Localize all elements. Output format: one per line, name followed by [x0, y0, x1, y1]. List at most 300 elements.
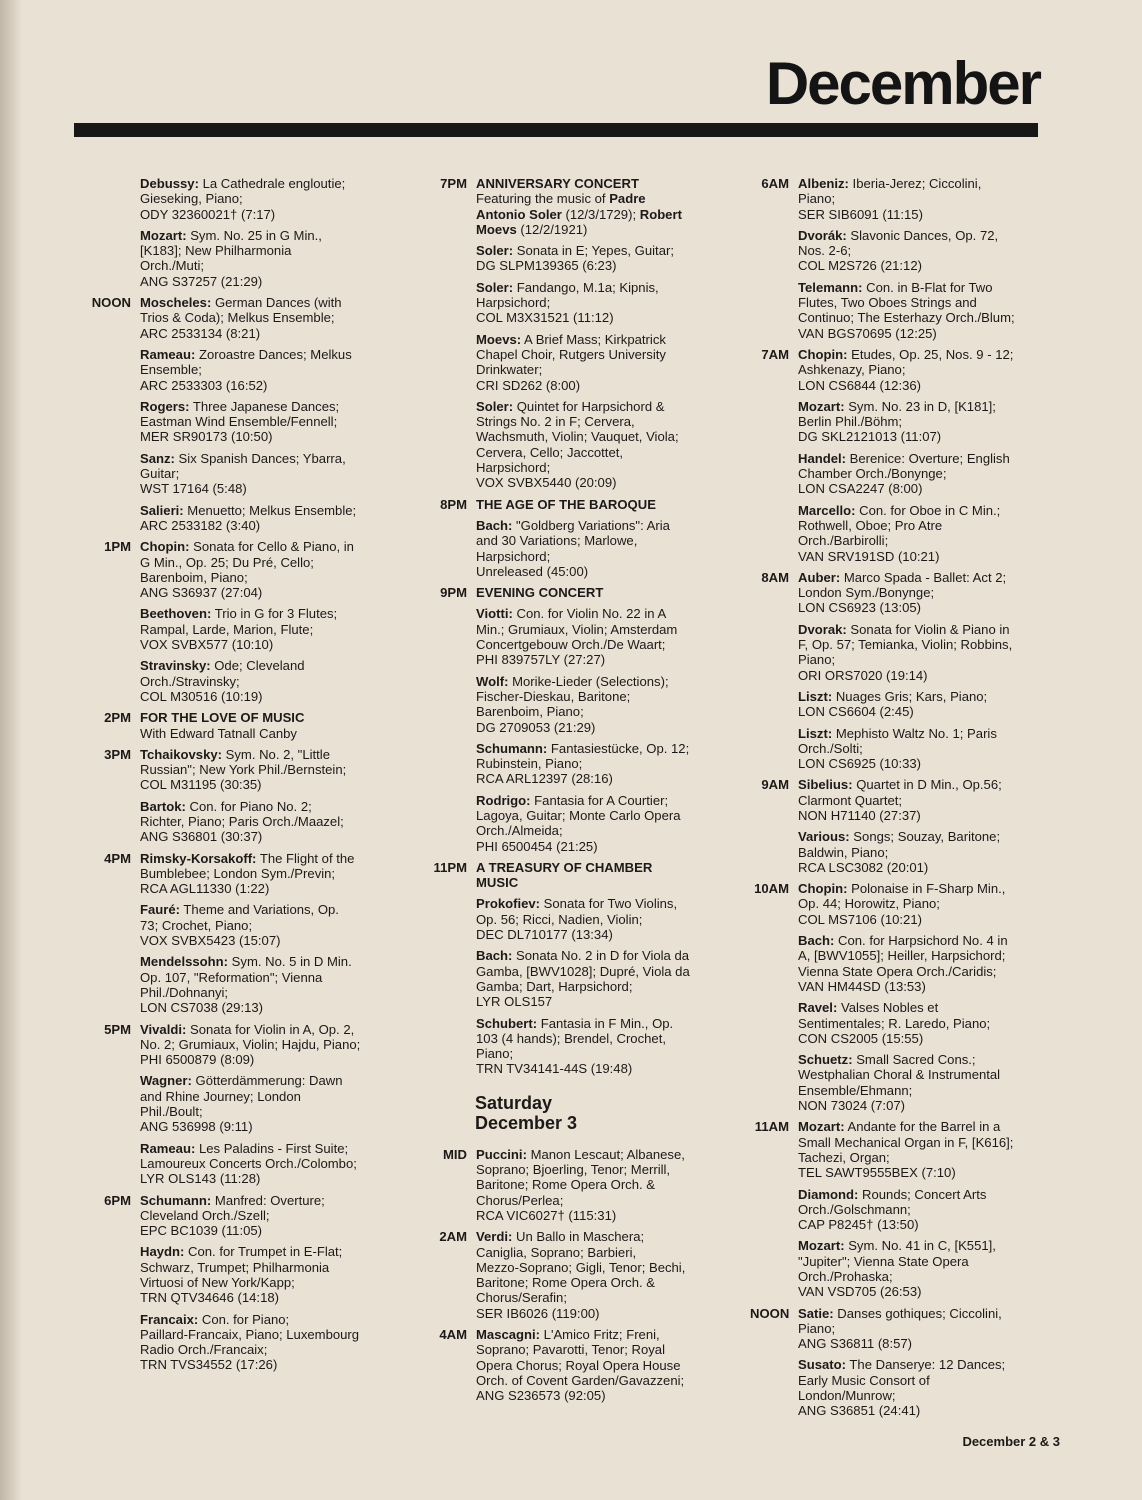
- entry-text: [798, 570, 1062, 616]
- bold-text: Chopin:: [140, 539, 190, 555]
- bold-text: Moevs:: [476, 331, 522, 347]
- entry-line: VAN SRV191SD (10:21): [798, 548, 940, 564]
- program-entry: [140, 399, 400, 445]
- bold-text: Bach:: [476, 517, 513, 533]
- entry-line: Tachezi, Organ;: [798, 1149, 890, 1165]
- program-entry: [140, 954, 400, 1015]
- bold-text: Padre: [609, 191, 646, 207]
- program-entry: [418, 1147, 734, 1223]
- entry-line: EPC BC1039 (11:05): [140, 1223, 263, 1239]
- day-heading-line: Saturday: [475, 1092, 553, 1113]
- entry-line: Mozart: Sym. No. 41 in C, [K551],: [798, 1238, 996, 1254]
- entry-line: ANG S36801 (30:37): [140, 829, 263, 845]
- time-slot: MID: [442, 1146, 467, 1162]
- entry-line: Tchaikovsky: Sym. No. 2, "Little: [140, 746, 330, 762]
- program-entry: [82, 710, 400, 741]
- bold-text: Auber:: [798, 569, 841, 585]
- entry-line: [476, 585, 734, 600]
- entry-line: Moevs (12/2/1921): [476, 221, 588, 237]
- entry-text: [798, 399, 1062, 445]
- program-entry: [750, 777, 1062, 823]
- entry-line: ANG 536998 (9:11): [140, 1119, 253, 1135]
- entry-line: Flutes, Two Oboes Strings and: [798, 295, 977, 311]
- bold-text: Salieri:: [140, 502, 184, 518]
- entry-text: [476, 518, 734, 579]
- entry-line: Schuetz: Small Sacred Cons.;: [798, 1052, 976, 1068]
- entry-line: DEC DL710177 (13:34): [476, 927, 613, 943]
- bold-text: Verdi:: [476, 1229, 513, 1245]
- entry-text: [140, 658, 400, 704]
- entry-text: [140, 902, 400, 948]
- bold-text: Robert: [639, 206, 682, 222]
- program-entry: [418, 176, 734, 237]
- program-entry: [418, 860, 734, 891]
- bold-text: Dvorák:: [798, 227, 847, 243]
- entry-line: Ashkenazy, Piano;: [798, 362, 906, 378]
- entry-line: Sentimentales; R. Laredo, Piano;: [798, 1015, 991, 1031]
- entry-text: [798, 451, 1062, 497]
- entry-line: Baldwin, Piano;: [798, 844, 889, 860]
- entry-line: Rogers: Three Japanese Dances;: [140, 398, 340, 414]
- bold-text: THE AGE OF THE BAROQUE: [476, 496, 656, 512]
- entry-line: VAN HM44SD (13:53): [798, 978, 926, 994]
- entry-line: VAN BGS70695 (12:25): [798, 325, 937, 341]
- entry-line: [476, 497, 734, 512]
- entry-text: [476, 332, 734, 393]
- program-entry: [476, 793, 734, 854]
- entry-line: Chopin: Polonaise in F-Sharp Min.,: [798, 881, 1006, 897]
- entry-line: [K183]; New Philharmonia: [140, 243, 292, 259]
- entry-line: Chapel Choir, Rutgers University: [476, 346, 666, 362]
- time-slot: 6PM: [104, 1192, 131, 1208]
- bold-text: Ravel:: [798, 1000, 838, 1016]
- bold-text: Mozart:: [798, 1119, 845, 1135]
- entry-text: [140, 799, 400, 845]
- bold-text: Telemann:: [798, 279, 863, 295]
- bold-text: Prokofiev:: [476, 896, 541, 912]
- time-slot: 11PM: [433, 859, 467, 875]
- entry-line: Mozart: Andante for the Barrel in a: [798, 1119, 1001, 1135]
- program-entry: [476, 280, 734, 326]
- entry-text: [476, 896, 734, 942]
- entry-line: Wagner: Götterdämmerung: Dawn: [140, 1073, 343, 1089]
- time-slot: 7AM: [761, 346, 789, 362]
- bold-text: Mascagni:: [476, 1327, 541, 1342]
- entry-line: Piano;: [798, 652, 836, 668]
- bold-text: Moscheles:: [140, 295, 212, 311]
- entry-line: Chorus/Perlea;: [476, 1192, 564, 1208]
- entry-line: CRI SD262 (8:00): [476, 377, 581, 393]
- entry-line: [140, 710, 400, 725]
- bold-text: Debussy:: [140, 176, 199, 191]
- entry-line: Chopin: Sonata for Cello & Piano, in: [140, 539, 354, 555]
- program-entry: [798, 228, 1062, 274]
- entry-line: Ravel: Valses Nobles et: [798, 1000, 939, 1016]
- bold-text: Sibelius:: [798, 777, 853, 793]
- entry-line: A, [BWV1055]; Heiller, Harpsichord;: [798, 948, 1006, 964]
- entry-line: Harpsichord;: [476, 295, 551, 311]
- entry-line: Bach: "Goldberg Variations": Aria: [476, 517, 670, 533]
- entry-line: DG 2709053 (21:29): [476, 719, 596, 735]
- bold-text: Liszt:: [798, 725, 833, 741]
- entry-line: Lagoya, Guitar; Monte Carlo Opera: [476, 807, 681, 823]
- entry-line: COL M30516 (10:19): [140, 688, 263, 704]
- bold-text: Stravinsky:: [140, 658, 211, 674]
- entry-text: [798, 1187, 1062, 1233]
- entry-text: [476, 1016, 734, 1077]
- entry-line: Haydn: Con. for Trumpet in E-Flat;: [140, 1244, 343, 1260]
- entry-line: Satie: Danses gothiques; Ciccolini,: [798, 1305, 1002, 1321]
- entry-line: Sibelius: Quartet in D Min., Op.56;: [798, 777, 1002, 793]
- entry-line: RCA VIC6027† (115:31): [476, 1207, 617, 1223]
- entry-line: VOX SVBX577 (10:10): [140, 637, 274, 653]
- entry-line: Russian"; New York Phil./Bernstein;: [140, 762, 347, 778]
- entry-line: Bach: Con. for Harpsichord No. 4 in: [798, 933, 1008, 949]
- entry-line: Strings No. 2 in F; Cervera,: [476, 414, 635, 430]
- time-slot: 2AM: [439, 1229, 467, 1245]
- entry-line: London Sym./Bonynge;: [798, 585, 935, 601]
- bold-text: Mozart:: [140, 227, 187, 243]
- program-entry: [140, 606, 400, 652]
- program-entry: [418, 497, 734, 512]
- entry-line: Piano;: [476, 1046, 514, 1062]
- bold-text: Mozart:: [798, 398, 845, 414]
- entry-line: Mendelssohn: Sym. No. 5 in D Min.: [140, 954, 352, 970]
- bold-text: Moevs: [476, 221, 517, 237]
- entry-line: 103 (4 hands); Brendel, Crochet,: [476, 1030, 666, 1046]
- bold-text: Schuetz:: [798, 1052, 853, 1068]
- entry-line: COL M31195 (30:35): [140, 777, 262, 793]
- bold-text: Soler:: [476, 398, 514, 414]
- entry-line: SER SIB6091 (11:15): [798, 206, 923, 222]
- program-entry: [798, 1187, 1062, 1233]
- bold-text: Viotti:: [476, 606, 513, 622]
- entry-line: TRN TV34141-44S (19:48): [476, 1061, 633, 1077]
- entry-text: [798, 503, 1062, 564]
- entry-text: [140, 451, 400, 497]
- program-entry: [750, 1306, 1062, 1352]
- entry-line: Liszt: Mephisto Waltz No. 1; Paris: [798, 725, 997, 741]
- entry-line: With Edward Tatnall Canby: [140, 725, 297, 741]
- bold-text: Haydn:: [140, 1244, 185, 1260]
- entry-line: Lamoureux Concerts Orch./Colombo;: [140, 1155, 357, 1171]
- entry-line: Schumann: Fantasiestücke, Op. 12;: [476, 740, 690, 756]
- entry-line: WST 17164 (5:48): [140, 481, 247, 497]
- program-entry: [418, 1327, 734, 1403]
- entry-text: [140, 1244, 400, 1305]
- bold-text: Mendelssohn:: [140, 954, 229, 970]
- entry-text: [140, 954, 400, 1015]
- program-entry: [798, 1238, 1062, 1299]
- entry-line: Barenboim, Piano;: [476, 704, 584, 720]
- bold-text: Wagner:: [140, 1073, 192, 1089]
- entry-line: Piano;: [798, 191, 836, 207]
- entry-line: LON CS6925 (10:33): [798, 756, 922, 772]
- entry-line: LYR OLS157: [476, 994, 553, 1010]
- entry-line: VAN VSD705 (26:53): [798, 1284, 922, 1300]
- entry-line: LON CSA2247 (8:00): [798, 481, 923, 497]
- entry-line: COL M2S726 (21:12): [798, 258, 922, 274]
- bold-text: Puccini:: [476, 1146, 527, 1162]
- entry-line: Guitar;: [140, 466, 180, 482]
- entry-text: [476, 176, 734, 237]
- bold-text: Soler:: [476, 243, 514, 259]
- bold-text: Rameau:: [140, 346, 196, 362]
- bold-text: Sanz:: [140, 450, 175, 466]
- entry-line: Fauré: Theme and Variations, Op.: [140, 902, 339, 918]
- entry-line: Continuo; The Esterhazy Orch./Blum;: [798, 310, 1015, 326]
- entry-line: Richter, Piano; Paris Orch./Maazel;: [140, 813, 344, 829]
- entry-line: Virtuosi of New York/Kapp;: [140, 1275, 295, 1290]
- entry-line: Small Mechanical Organ in F, [K616];: [798, 1134, 1014, 1150]
- bold-text: ANNIVERSARY CONCERT: [476, 176, 639, 191]
- entry-line: Mozart: Sym. No. 25 in G Min.,: [140, 227, 322, 243]
- entry-line: Unreleased (45:00): [476, 563, 589, 579]
- bold-text: Rameau:: [140, 1140, 196, 1156]
- entry-line: Berlin Phil./Böhm;: [798, 414, 903, 430]
- entry-line: CON CS2005 (15:55): [798, 1030, 924, 1046]
- entry-line: Mezzo-Soprano; Gigli, Tenor; Bechi,: [476, 1259, 686, 1275]
- entry-text: [798, 829, 1062, 875]
- entry-line: "Jupiter"; Vienna State Opera: [798, 1253, 969, 1269]
- entry-text: [798, 1306, 1062, 1352]
- entry-line: Verdi: Un Ballo in Maschera;: [476, 1229, 645, 1245]
- bold-text: Rimsky-Korsakoff:: [140, 850, 257, 866]
- entry-text: [476, 585, 734, 600]
- program-entry: [798, 280, 1062, 341]
- entry-line: DG SKL2121013 (11:07): [798, 429, 942, 445]
- entry-line: VOX SVBX5440 (20:09): [476, 475, 617, 491]
- entry-text: [140, 228, 400, 289]
- program-entry: [82, 1193, 400, 1239]
- entry-line: ORI ORS7020 (19:14): [798, 667, 928, 683]
- entry-line: TEL SAWT9555BEX (7:10): [798, 1165, 956, 1181]
- entry-line: PHI 839757LY (27:27): [476, 652, 606, 668]
- bold-text: A TREASURY OF CHAMBER: [476, 859, 653, 875]
- entry-line: and 30 Variations; Marlowe,: [476, 533, 638, 549]
- entry-line: Debussy: La Cathedrale engloutie;: [140, 176, 346, 191]
- entry-text: [798, 228, 1062, 274]
- entry-text: [476, 1229, 734, 1321]
- entry-line: Baritone; Rome Opera Orch. &: [476, 1177, 656, 1193]
- entry-line: Mascagni: L'Amico Fritz; Freni,: [476, 1327, 660, 1342]
- bold-text: Antonio Soler: [476, 206, 562, 222]
- program-entry: [140, 347, 400, 393]
- schedule-column-2: [418, 176, 734, 1409]
- entry-text: [798, 347, 1062, 393]
- entry-text: [798, 1052, 1062, 1113]
- entry-line: Orch./Barbirolli;: [798, 533, 889, 549]
- entry-line: TRN TVS34552 (17:26): [140, 1357, 278, 1373]
- entry-line: Mozart: Sym. No. 23 in D, [K181];: [798, 398, 996, 414]
- time-slot: 8AM: [761, 569, 789, 585]
- entry-text: [140, 1312, 400, 1373]
- bold-text: MUSIC: [476, 875, 519, 891]
- entry-line: Dvorák: Slavonic Dances, Op. 72,: [798, 227, 999, 243]
- entry-text: [476, 741, 734, 787]
- program-entry: [140, 1141, 400, 1187]
- entry-text: [476, 1147, 734, 1223]
- entry-line: ANG S37257 (21:29): [140, 273, 263, 289]
- entry-line: Rameau: Zoroastre Dances; Melkus: [140, 346, 352, 362]
- program-entry: [798, 1000, 1062, 1046]
- program-entry: [750, 347, 1062, 393]
- program-entry: [140, 902, 400, 948]
- program-entry: [750, 881, 1062, 927]
- entry-line: CAP P8245† (13:50): [798, 1217, 919, 1233]
- entry-line: 73; Crochet, Piano;: [140, 917, 253, 933]
- entry-line: RCA ARL12397 (28:16): [476, 771, 613, 787]
- bold-text: Dvorak:: [798, 621, 847, 637]
- entry-line: Orch./Prohaska;: [798, 1269, 893, 1284]
- entry-text: [798, 777, 1062, 823]
- entry-line: Soprano; Bjoerling, Tenor; Merrill,: [476, 1162, 671, 1178]
- time-slot: NOON: [91, 295, 131, 311]
- bold-text: Chopin:: [798, 346, 848, 362]
- entry-line: Rothwell, Oboe; Pro Atre: [798, 517, 943, 533]
- entry-text: [476, 948, 734, 1009]
- entry-text: [140, 1073, 400, 1134]
- entry-text: [140, 851, 400, 897]
- entry-line: Moevs: A Brief Mass; Kirkpatrick: [476, 331, 666, 347]
- entry-line: Telemann: Con. in B-Flat for Two: [798, 279, 993, 295]
- entry-line: ANG S36811 (8:57): [798, 1336, 913, 1352]
- bold-text: Francaix:: [140, 1311, 199, 1327]
- entry-text: [140, 347, 400, 393]
- entry-line: Beethoven: Trio in G for 3 Flutes;: [140, 606, 338, 622]
- entry-line: SER IB6026 (119:00): [476, 1305, 600, 1321]
- bold-text: Bartok:: [140, 798, 186, 814]
- entry-line: Harpsichord;: [476, 548, 551, 564]
- entry-text: [476, 860, 734, 891]
- entry-line: Radio Orch./Francaix;: [140, 1342, 268, 1358]
- program-entry: [418, 1229, 734, 1321]
- entry-line: Featuring the music of Padre: [476, 191, 646, 207]
- program-entry: [798, 451, 1062, 497]
- program-entry: [750, 1119, 1062, 1180]
- bold-text: Vivaldi:: [140, 1021, 187, 1037]
- program-entry: [798, 933, 1062, 994]
- entry-line: Op. 107, "Reformation"; Vienna: [140, 969, 323, 985]
- entry-line: Concertgebouw Orch./De Waart;: [476, 637, 666, 653]
- program-entry: [798, 622, 1062, 683]
- bold-text: EVENING CONCERT: [476, 585, 604, 601]
- program-entry: [82, 747, 400, 793]
- entry-text: [140, 1193, 400, 1239]
- entry-line: LON CS6604 (2:45): [798, 704, 914, 720]
- entry-line: Diamond: Rounds; Concert Arts: [798, 1186, 987, 1202]
- entry-line: and Rhine Journey; London: [140, 1088, 301, 1104]
- program-entry: [140, 503, 400, 534]
- entry-line: COL MS7106 (10:21): [798, 911, 922, 927]
- entry-line: ARC 2533182 (3:40): [140, 517, 261, 533]
- entry-line: PHI 6500454 (21:25): [476, 838, 598, 854]
- program-entry: [476, 399, 734, 491]
- program-entry: [140, 228, 400, 289]
- entry-line: COL M3X31521 (11:12): [476, 310, 614, 326]
- entry-line: Orch./Muti;: [140, 258, 205, 274]
- entry-line: Orch./Almeida;: [476, 823, 563, 839]
- entry-line: [476, 176, 734, 191]
- bold-text: Diamond:: [798, 1186, 859, 1202]
- entry-line: Cervera, Cello; Jaccottet,: [476, 444, 623, 460]
- entry-line: ARC 2533134 (8:21): [140, 325, 261, 341]
- entry-line: Viotti: Con. for Violin No. 22 in A: [476, 606, 667, 622]
- entry-line: Bumblebee; London Sym./Previn;: [140, 865, 336, 881]
- program-entry: [750, 176, 1062, 222]
- entry-line: Clarmont Quartet;: [798, 792, 903, 808]
- program-entry: [476, 674, 734, 735]
- entry-text: [140, 710, 400, 741]
- entry-text: [476, 606, 734, 667]
- entry-text: [140, 1022, 400, 1068]
- entry-line: RCA AGL11330 (1:22): [140, 881, 270, 897]
- program-entry: [140, 799, 400, 845]
- entry-text: [140, 747, 400, 793]
- entry-text: [798, 881, 1062, 927]
- entry-text: [798, 176, 1062, 222]
- bold-text: Schubert:: [476, 1015, 538, 1031]
- entry-text: [476, 674, 734, 735]
- entry-line: Auber: Marco Spada - Ballet: Act 2;: [798, 569, 1007, 585]
- time-slot: NOON: [750, 1305, 790, 1321]
- entry-line: LON CS6923 (13:05): [798, 600, 922, 616]
- bold-text: FOR THE LOVE OF MUSIC: [140, 710, 305, 726]
- entry-line: Chopin: Etudes, Op. 25, Nos. 9 - 12;: [798, 346, 1014, 362]
- entry-line: Trios & Coda); Melkus Ensemble;: [140, 310, 335, 326]
- time-slot: 1PM: [104, 539, 131, 555]
- entry-line: London/Munrow;: [798, 1388, 896, 1404]
- entry-text: [476, 243, 734, 274]
- program-entry: [476, 896, 734, 942]
- time-slot: 11AM: [754, 1119, 789, 1135]
- entry-line: F, Op. 57; Temianka, Violin; Robbins,: [798, 637, 1013, 653]
- entry-line: Westphalian Choral & Instrumental: [798, 1067, 1001, 1083]
- entry-line: Francaix: Con. for Piano;: [140, 1311, 290, 1327]
- program-entry: [140, 1244, 400, 1305]
- time-slot: 8PM: [440, 496, 467, 512]
- bold-text: Liszt:: [798, 688, 833, 704]
- program-entry: [476, 332, 734, 393]
- entry-line: Orch./Solti;: [798, 740, 863, 756]
- entry-line: Gamba; Dart, Harpsichord;: [476, 978, 633, 994]
- entry-line: NON H71140 (27:37): [798, 807, 921, 823]
- program-entry: [476, 606, 734, 667]
- entry-line: Gieseking, Piano;: [140, 191, 243, 207]
- entry-text: [798, 1000, 1062, 1046]
- entry-text: [476, 280, 734, 326]
- bold-text: Schumann:: [476, 740, 548, 756]
- entry-line: ANG S36937 (27:04): [140, 585, 263, 601]
- entry-line: Antonio Soler (12/3/1729); Robert: [476, 206, 682, 222]
- entry-text: [798, 280, 1062, 341]
- entry-text: [140, 1141, 400, 1187]
- bold-text: Albeniz:: [798, 176, 849, 191]
- entry-text: [798, 1238, 1062, 1299]
- bold-text: Tchaikovsky:: [140, 746, 222, 762]
- program-entry: [82, 1022, 400, 1068]
- entry-line: ARC 2533303 (16:52): [140, 377, 268, 393]
- entry-line: Gamba, [BWV1028]; Dupré, Viola da: [476, 963, 690, 979]
- bold-text: Soler:: [476, 279, 514, 295]
- entry-line: Op. 56; Ricci, Nadien, Violin;: [476, 911, 643, 927]
- entry-line: Nos. 2-6;: [798, 243, 852, 259]
- time-slot: 5PM: [104, 1021, 131, 1037]
- entry-text: [476, 399, 734, 491]
- time-slot: 2PM: [104, 710, 131, 726]
- time-slot: 10AM: [754, 881, 789, 897]
- bold-text: Satie:: [798, 1305, 834, 1321]
